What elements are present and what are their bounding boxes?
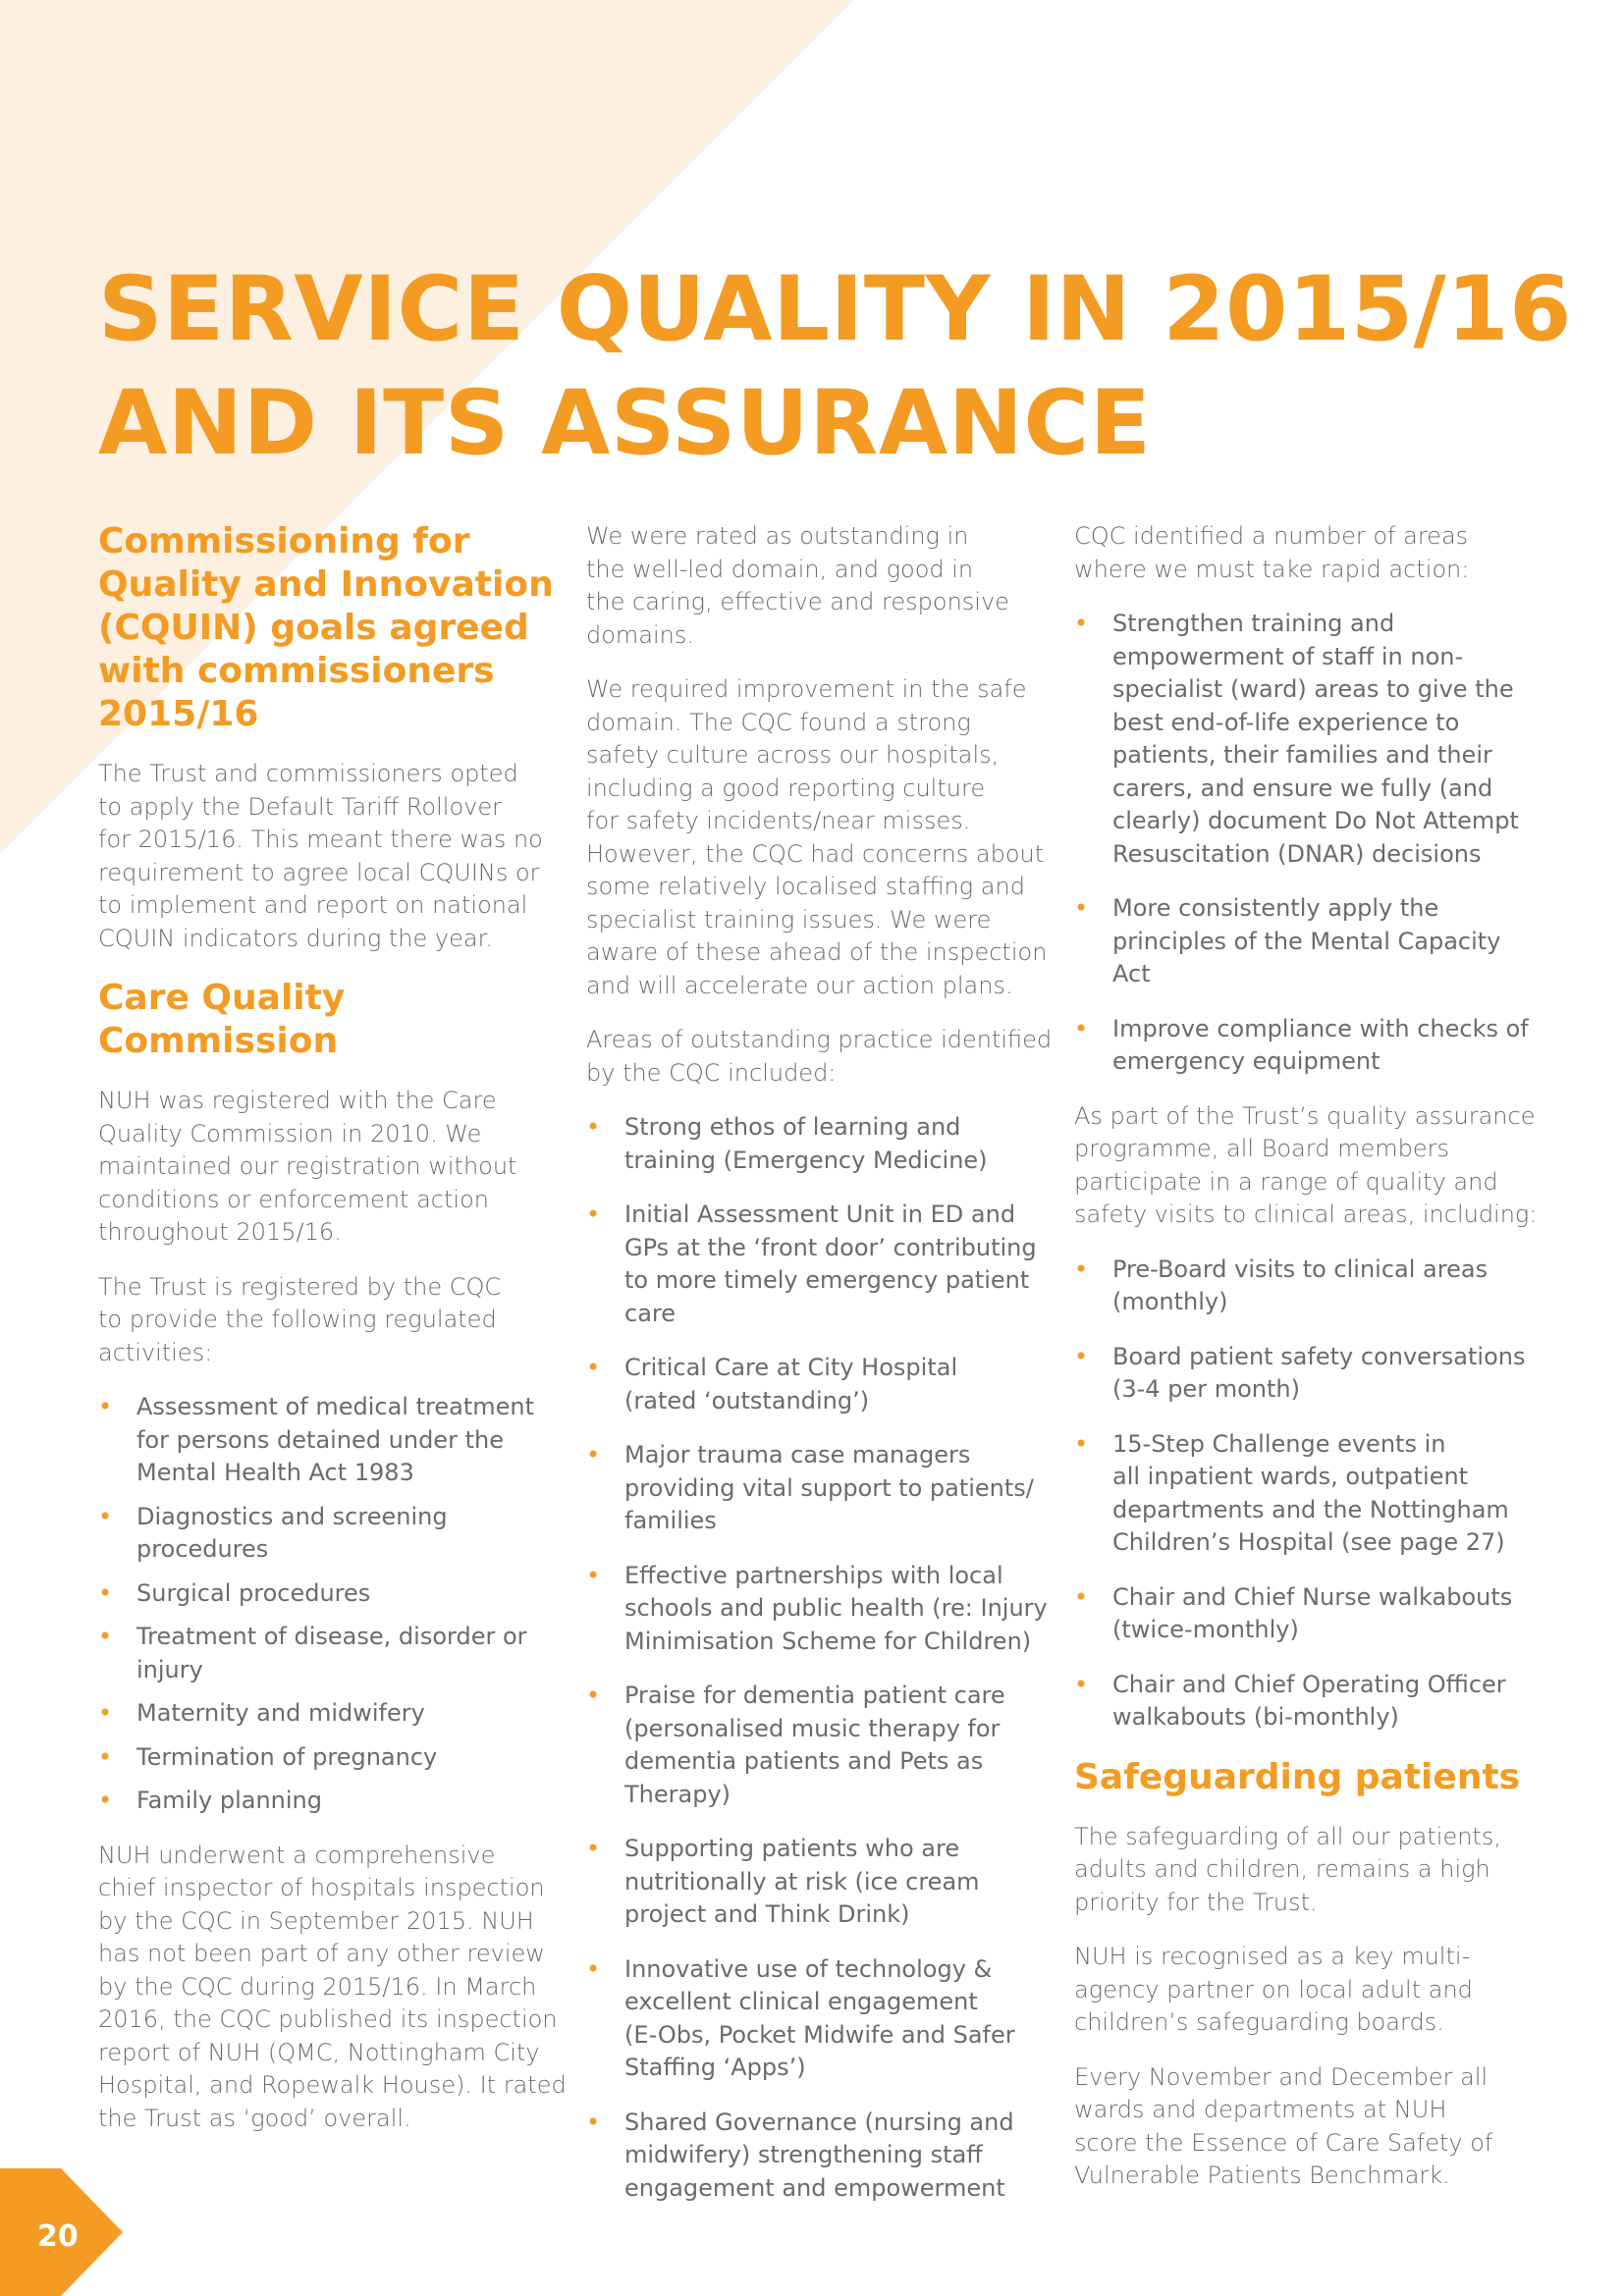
bullet-icon: • — [586, 2108, 601, 2136]
list-item-line: Family planning — [136, 1787, 322, 1814]
list-item — [1074, 1428, 1545, 1560]
rapid-action-intro — [1074, 520, 1545, 586]
list-item-line: dementia patients and Pets as — [624, 1747, 984, 1775]
list-item-line: Diagnostics and screening — [136, 1502, 448, 1530]
text-line: 2015/16 — [98, 694, 259, 734]
bullet-icon: • — [586, 1682, 601, 1709]
text-line: for 2015/16. This meant there was no — [98, 826, 543, 853]
rapid-action-list — [1074, 608, 1545, 1079]
list-item — [586, 1833, 1057, 1932]
text-line: NUH underwent a comprehensive — [98, 1841, 496, 1869]
inspection-paragraph — [98, 1840, 567, 2136]
text-line: CQUIN indicators during the year. — [98, 924, 493, 952]
list-item — [586, 1111, 1057, 1177]
page-title-line-2: AND ITS ASSURANCE — [98, 372, 1152, 475]
list-item — [1074, 892, 1545, 991]
text-line: with commissioners — [98, 651, 495, 691]
list-item — [586, 1199, 1057, 1330]
list-item-line: Resuscitation (DNAR) decisions — [1112, 839, 1482, 868]
safeguarding-paragraph-2 — [1074, 1941, 1545, 2040]
list-item-line: clearly) document Do Not Attempt — [1112, 807, 1519, 834]
list-item — [98, 1391, 560, 1490]
improvement-paragraph — [586, 673, 1057, 1002]
list-item-line: Children’s Hospital (see page 27) — [1112, 1528, 1505, 1556]
bullet-icon: • — [98, 1699, 113, 1727]
text-line: report of NUH (QMC, Nottingham City — [98, 2038, 540, 2066]
bullet-icon: • — [1074, 610, 1089, 637]
text-line: by the CQC in September 2015. NUH — [98, 1906, 534, 1935]
list-item — [586, 1439, 1057, 1538]
bullet-icon: • — [586, 1201, 601, 1228]
text-line: including a good reporting culture — [586, 774, 986, 802]
text-line: throughout 2015/16. — [98, 1218, 342, 1246]
list-item-line: families — [624, 1507, 717, 1534]
list-item-line: procedures — [136, 1535, 269, 1563]
list-item-line: Strong ethos of learning and — [624, 1113, 961, 1141]
text-line: NUH is recognised as a key multi- — [1074, 1943, 1471, 1970]
text-line: domain. The CQC found a strong — [586, 708, 971, 736]
bullet-icon: • — [1074, 1582, 1089, 1611]
list-item — [98, 1741, 560, 1775]
list-item-line: all inpatient wards, outpatient — [1112, 1463, 1469, 1490]
text-line: The Trust is registered by the CQC — [98, 1272, 502, 1301]
text-line: some relatively localised staffing and — [586, 873, 1025, 900]
text-line: by the CQC during 2015/16. In March — [98, 1972, 537, 2001]
text-line: children’s safeguarding boards. — [1074, 2008, 1444, 2036]
list-item-line: Assessment of medical treatment — [136, 1393, 534, 1420]
text-line: CQC identified a number of areas — [1074, 522, 1469, 550]
text-line: conditions or enforcement action — [98, 1185, 489, 1213]
text-line: the Trust as ‘good’ overall. — [98, 2104, 411, 2132]
text-line: the well-led domain, and good in — [586, 555, 974, 583]
list-item-line: care — [624, 1299, 677, 1327]
text-line: aware of these ahead of the inspection — [586, 938, 1048, 966]
text-line: adults and children, remains a high — [1074, 1855, 1490, 1883]
text-line: priority for the Trust. — [1074, 1888, 1318, 1916]
outstanding-practice-list — [586, 1111, 1057, 2205]
text-line: safety visits to clinical areas, including: — [1074, 1201, 1538, 1228]
text-line: Areas of outstanding practice identified — [586, 1026, 1053, 1053]
text-line: We required improvement in the safe — [586, 675, 1027, 703]
list-item-line: Praise for dementia patient care — [624, 1682, 1005, 1709]
list-item-line: project and Think Drink) — [624, 1900, 910, 1928]
page-number: 20 — [37, 2219, 79, 2254]
list-item — [1074, 1581, 1545, 1647]
list-item-line: Supporting patients who are — [624, 1835, 960, 1862]
bullet-icon: • — [586, 1561, 601, 1589]
list-item-line: Surgical procedures — [136, 1578, 371, 1607]
list-item — [586, 1680, 1057, 1811]
text-line: The safeguarding of all our patients, — [1074, 1822, 1501, 1850]
list-item-line: Mental Health Act 1983 — [136, 1459, 414, 1486]
list-item — [586, 1953, 1057, 2085]
list-item-line: to more timely emergency patient — [624, 1266, 1030, 1294]
text-line: Care Quality — [98, 978, 346, 1018]
list-item-line: Critical Care at City Hospital — [624, 1354, 958, 1381]
list-item-line: Maternity and midwifery — [136, 1699, 425, 1727]
list-item-line: Termination of pregnancy — [136, 1742, 438, 1771]
text-line: 2016, the CQC published its inspection — [98, 2005, 558, 2033]
text-line: participate in a range of quality and — [1074, 1167, 1498, 1196]
text-line: Safeguarding patients — [1074, 1756, 1521, 1797]
list-item-line: midwifery) strengthening staff — [624, 2141, 983, 2168]
list-item-line: Treatment of disease, disorder or — [136, 1623, 527, 1650]
text-line: programme, all Board members — [1074, 1135, 1449, 1162]
list-item-line: Pre-Board visits to clinical areas — [1112, 1255, 1489, 1283]
bullet-icon: • — [586, 1835, 601, 1862]
list-item-line: nutritionally at risk (ice cream — [624, 1867, 980, 1896]
text-line: to apply the Default Tariff Rollover — [98, 792, 502, 821]
list-item-line: Major trauma case managers — [624, 1441, 971, 1468]
text-line: However, the CQC had concerns about — [586, 839, 1045, 868]
bullet-icon: • — [1074, 1014, 1089, 1042]
list-item-line: patients, their families and their — [1112, 741, 1492, 769]
text-line: Commission — [98, 1021, 339, 1061]
list-item — [1074, 1254, 1545, 1319]
list-item — [586, 1560, 1057, 1659]
text-line: and will accelerate our action plans. — [586, 971, 1013, 999]
text-line: Every November and December all — [1074, 2062, 1489, 2091]
list-item — [1074, 1341, 1545, 1407]
list-item-line: (twice-monthly) — [1112, 1616, 1299, 1643]
list-item-line: best end-of-life experience to — [1112, 708, 1460, 736]
list-item — [586, 2107, 1057, 2206]
column-left — [98, 520, 567, 2157]
column-right — [1074, 520, 1545, 2215]
list-item-line: Initial Assessment Unit in ED and — [624, 1201, 1016, 1228]
list-item-line: training (Emergency Medicine) — [624, 1146, 988, 1174]
text-line: score the Essence of Care Safety of — [1074, 2128, 1493, 2157]
list-item — [1074, 608, 1545, 871]
text-line: Quality and Innovation — [98, 564, 554, 605]
list-item-line: Minimisation Scheme for Children) — [624, 1627, 1032, 1655]
list-item-line: specialist (ward) areas to give the — [1112, 675, 1514, 703]
list-item — [98, 1621, 560, 1686]
list-item-line: emergency equipment — [1112, 1047, 1380, 1075]
bullet-icon: • — [1074, 894, 1089, 922]
text-line: Hospital, and Ropewalk House). It rated — [98, 2071, 567, 2099]
bullet-icon: • — [586, 1954, 601, 1983]
text-line: requirement to agree local CQUINs or — [98, 858, 540, 886]
list-item-line: principles of the Mental Capacity — [1112, 927, 1501, 955]
list-item-line: injury — [136, 1655, 203, 1683]
list-item — [98, 1785, 560, 1818]
list-item-line: More consistently apply the — [1112, 894, 1439, 922]
list-item-line: for persons detained under the — [136, 1425, 504, 1454]
list-item-line: Staffing ‘Apps’) — [624, 2054, 806, 2081]
list-item — [1074, 1013, 1545, 1079]
text-line: where we must take rapid action: — [1074, 555, 1470, 583]
bullet-icon: • — [98, 1742, 113, 1771]
text-line: the caring, effective and responsive — [586, 588, 1009, 615]
list-item-line: Improve compliance with checks of — [1112, 1014, 1529, 1042]
bullet-icon: • — [98, 1502, 113, 1530]
text-line: wards and departments at NUH — [1074, 2096, 1447, 2123]
list-item-line: Therapy) — [624, 1780, 731, 1808]
list-item-line: (rated ‘outstanding’) — [624, 1386, 870, 1415]
safeguarding-paragraph-1 — [1074, 1821, 1545, 1920]
cqc-registration-paragraph — [98, 1085, 560, 1250]
bullet-icon: • — [98, 1393, 113, 1420]
list-item-line: schools and public health (re: Injury — [624, 1594, 1048, 1622]
list-item-line: 15-Step Challenge events in — [1112, 1429, 1446, 1458]
list-item-line: carers, and ensure we fully (and — [1112, 774, 1493, 802]
bullet-icon: • — [98, 1578, 113, 1607]
bullet-icon: • — [586, 1113, 601, 1141]
bullet-icon: • — [1074, 1255, 1089, 1283]
list-item-line: providing vital support to patients/ — [624, 1473, 1034, 1502]
list-item-line: Strengthen training and — [1112, 610, 1395, 637]
bullet-icon: • — [586, 1354, 601, 1381]
bullet-icon: • — [1074, 1342, 1089, 1370]
cquin-heading — [98, 520, 560, 736]
text-line: by the CQC included: — [586, 1058, 837, 1087]
list-item — [586, 1352, 1057, 1417]
text-line: has not been part of any other review — [98, 1940, 545, 1967]
text-line: Quality Commission in 2010. We — [98, 1119, 482, 1148]
text-line: Commissioning for — [98, 521, 470, 561]
text-line: chief inspector of hospitals inspection — [98, 1874, 545, 1901]
text-line: specialist training issues. We were — [586, 905, 992, 934]
text-line: maintained our registration without — [98, 1152, 517, 1180]
text-line: to provide the following regulated — [98, 1306, 497, 1333]
safeguarding-paragraph-3 — [1074, 2061, 1545, 2193]
text-line: agency partner on local adult and — [1074, 1975, 1473, 2003]
cqc-activities-intro — [98, 1271, 560, 1370]
text-line: for safety incidents/near misses. — [586, 807, 971, 834]
outstanding-practice-intro — [586, 1024, 1057, 1090]
safety-visits-list — [1074, 1254, 1545, 1735]
list-item-line: (personalised music therapy for — [624, 1714, 1001, 1742]
text-line: safety culture across our hospitals, — [586, 741, 1000, 769]
list-item-line: excellent clinical engagement — [624, 1988, 978, 2015]
list-item-line: walkabouts (bi-monthly) — [1112, 1703, 1399, 1731]
list-item — [98, 1501, 560, 1567]
page-title-line-1: SERVICE QUALITY IN 2015/16 — [98, 258, 1572, 361]
list-item-line: Effective partnerships with local — [624, 1561, 1003, 1589]
list-item-line: GPs at the ‘front door’ contributing — [624, 1233, 1037, 1261]
list-item-line: Act — [1112, 960, 1151, 988]
text-line: The Trust and commissioners opted — [98, 760, 518, 787]
text-line: Vulnerable Patients Benchmark. — [1074, 2162, 1450, 2189]
list-item-line: Chair and Chief Nurse walkabouts — [1112, 1582, 1513, 1611]
list-item-line: Shared Governance (nursing and — [624, 2108, 1014, 2136]
list-item — [98, 1577, 560, 1611]
bullet-icon: • — [98, 1623, 113, 1650]
page-title — [98, 253, 1571, 481]
list-item-line: (monthly) — [1112, 1288, 1228, 1315]
list-item-line: engagement and empowerment — [624, 2173, 1005, 2202]
regulated-activities-list — [98, 1391, 560, 1818]
list-item-line: Chair and Chief Operating Officer — [1112, 1670, 1506, 1698]
list-item-line: departments and the Nottingham — [1112, 1495, 1509, 1523]
quality-assurance-intro — [1074, 1100, 1545, 1232]
list-item-line: (E-Obs, Pocket Midwife and Safer — [624, 2020, 1015, 2049]
cqc-heading — [98, 977, 560, 1063]
list-item-line: Board patient safety conversations — [1112, 1342, 1526, 1370]
text-line: (CQUIN) goals agreed — [98, 608, 529, 648]
text-line: domains. — [586, 620, 695, 649]
list-item-line: (3-4 per month) — [1112, 1375, 1300, 1403]
bullet-icon: • — [1074, 1429, 1089, 1458]
list-item-line: Innovative use of technology & — [624, 1954, 993, 1983]
safeguarding-heading — [1074, 1756, 1545, 1799]
text-line: As part of the Trust’s quality assurance — [1074, 1101, 1536, 1130]
bullet-icon: • — [1074, 1670, 1089, 1698]
bullet-icon: • — [586, 1441, 601, 1468]
text-line: to implement and report on national — [98, 891, 528, 919]
list-item-line: empowerment of staff in non- — [1112, 642, 1464, 670]
text-line: activities: — [98, 1338, 213, 1366]
text-line: We were rated as outstanding in — [586, 522, 969, 550]
rating-paragraph — [586, 520, 1057, 652]
cquin-paragraph — [98, 758, 560, 955]
column-middle — [586, 520, 1057, 2226]
list-item — [1074, 1669, 1545, 1735]
text-line: NUH was registered with the Care — [98, 1087, 497, 1114]
bullet-icon: • — [98, 1787, 113, 1814]
list-item — [98, 1697, 560, 1731]
